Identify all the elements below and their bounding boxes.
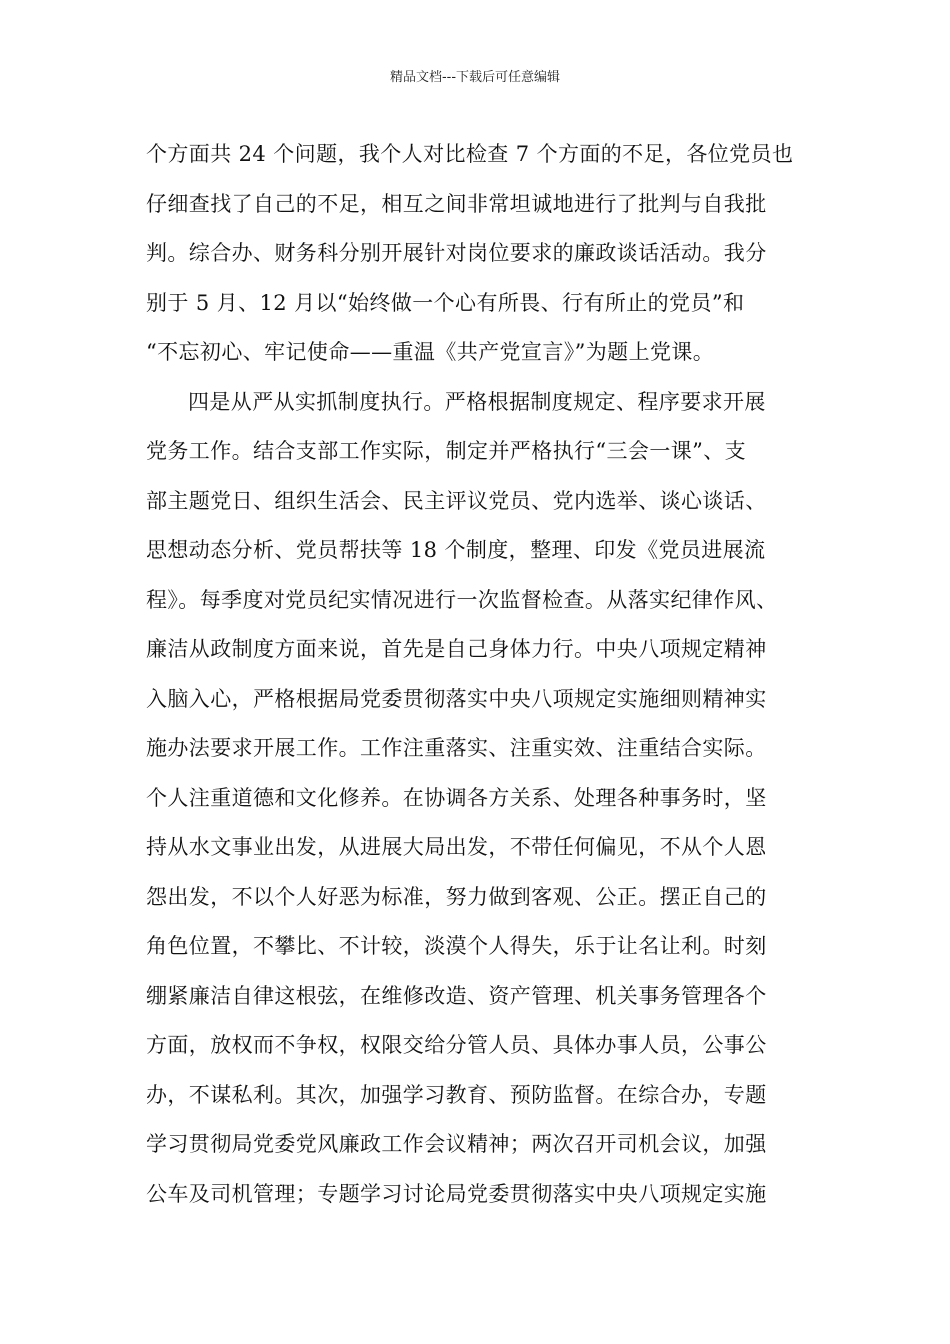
text-line: 判。综合办、财务科分别开展针对岗位要求的廉政谈话活动。我分 (146, 241, 767, 265)
text-line: 思想动态分析、党员帮扶等 18 个制度，整理、印发《党员进展流 (146, 538, 766, 562)
text-line: 仔细查找了自己的不足，相互之间非常坦诚地进行了批判与自我批 (146, 191, 767, 216)
text-line: 怨出发，不以个人好恶为标准，努力做到客观、公正。摆正自己的 (146, 884, 767, 909)
text-line: 廉洁从政制度方面来说，首先是自己身体力行。中央八项规定精神 (146, 637, 767, 661)
text-line: 个人注重道德和文化修养。在协调各方关系、处理各种事务时，坚 (146, 785, 767, 810)
text-line: 学习贯彻局党委党风廉政工作会议精神；两次召开司机会议，加强 (146, 1132, 767, 1156)
text-line: 别于 5 月、12 月以“始终做一个心有所畏、行有所止的党员”和 (146, 290, 745, 315)
text-line: 党务工作。结合支部工作实际，制定并严格执行“三会一课”、支 (146, 439, 747, 463)
text-line: “不忘初心、牢记使命——重温《共产党宣言》”为题上党课。 (146, 340, 715, 364)
text-line: 个方面共 24 个问题，我个人对比检查 7 个方面的不足，各位党员也 (146, 142, 794, 166)
text-line: 绷紧廉洁自律这根弦，在维修改造、资产管理、机关事务管理各个 (146, 983, 767, 1008)
page-header: 精品文档---下载后可任意编辑 (389, 70, 561, 85)
text-line: 公车及司机管理；专题学习讨论局党委贯彻落实中央八项规定实施 (146, 1181, 767, 1206)
text-line: 持从水文事业出发，从进展大局出发，不带任何偏见，不从个人恩 (146, 835, 767, 859)
text-line: 程》。每季度对党员纪实情况进行一次监督检查。从落实纪律作风、 (146, 587, 778, 612)
text-line: 角色位置，不攀比、不计较，淡漠个人得失，乐于让名让利。时刻 (146, 934, 767, 958)
text-line: 入脑入心，严格根据局党委贯彻落实中央八项规定实施细则精神实 (146, 686, 767, 711)
text-line: 办，不谋私利。其次，加强学习教育、预防监督。在综合办，专题 (146, 1082, 767, 1107)
document-body (146, 130, 816, 1219)
paragraph-start-line: 四是从严从实抓制度执行。严格根据制度规定、程序要求开展 (188, 389, 766, 414)
text-line: 方面，放权而不争权，权限交给分管人员、具体办事人员，公事公 (146, 1033, 767, 1057)
text-line: 部主题党日、组织生活会、民主评议党员、党内选举、谈心谈话、 (146, 488, 767, 513)
text-line: 施办法要求开展工作。工作注重落实、注重实效、注重结合实际。 (146, 736, 767, 760)
